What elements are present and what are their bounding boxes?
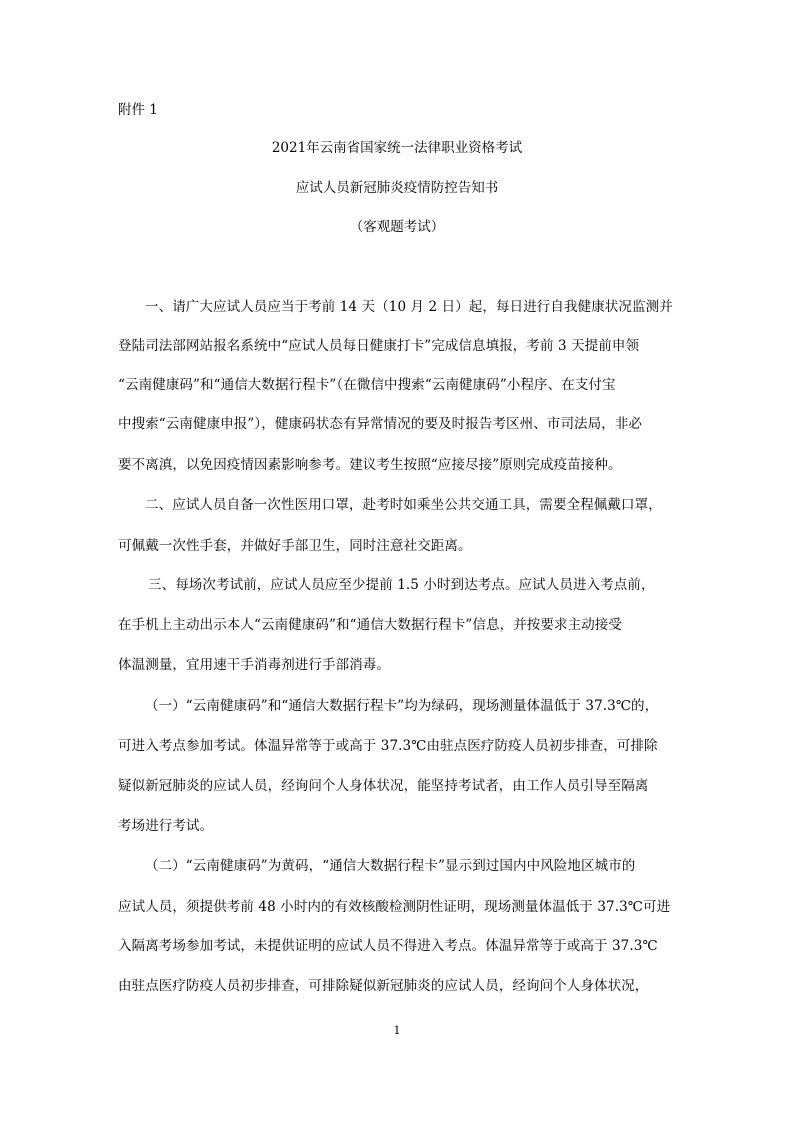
title-line-1: 2021年云南省国家统一法律职业资格考试 (271, 140, 523, 156)
text-line: 三、每场次考试前，应试人员应至少提前 1.5 小时到达考点。应试人员进入考点前， (148, 577, 655, 593)
page-number: 1 (393, 1024, 401, 1037)
text-line: 在手机上主动出示本人“云南健康码”和“通信大数据行程卡”信息，并按要求主动接受 (118, 617, 623, 633)
attachment-label: 附件 1 (118, 102, 158, 118)
text-line: 可佩戴一次性手套，并做好手部卫生，同时注意社交距离。 (118, 538, 472, 554)
text-line: 二、应试人员自备一次性医用口罩，赴考时如乘坐公共交通工具，需要全程佩戴口罩， (145, 497, 662, 513)
text-line: 体温测量，宜用速干手消毒剂进行手部消毒。 (118, 657, 390, 673)
text-line: “云南健康码”和“通信大数据行程卡”（在微信中搜索“云南健康码”小程序、在支付宝 (118, 377, 616, 393)
text-line: 由驻点医疗防疫人员初步排查，可排除疑似新冠肺炎的应试人员，经询问个人身体状况， (118, 978, 649, 994)
text-line: 考场进行考试。 (118, 818, 214, 834)
title-line-2: 应试人员新冠肺炎疫情防控告知书 (295, 180, 499, 196)
text-line: 可进入考点参加考试。体温异常等于或高于 37.3℃由驻点医疗防疫人员初步排查，可排除 (118, 738, 658, 754)
text-line: 要不离滇，以免因疫情因素影响参考。建议考生按照“应接尽接”原则完成疫苗接种。 (118, 457, 622, 473)
title-line-3: （客观题考试） (349, 219, 445, 235)
text-line: 中搜索“云南健康申报”），健康码状态有异常情况的要及时报告考区州、市司法局，非必 (118, 416, 643, 432)
text-line: 应试人员，须提供考前 48 小时内的有效核酸检测阴性证明，现场测量体温低于 37.3℃可进 (118, 899, 671, 915)
text-line: （二）“云南健康码”为黄码，“通信大数据行程卡”显示到过国内中风险地区城市的 (145, 858, 636, 874)
text-line: 入隔离考场参加考试，未提供证明的应试人员不得进入考点。体温异常等于或高于 37.3℃ (118, 938, 658, 954)
text-line: 登陆司法部网站报名系统中“应试人员每日健康打卡”完成信息填报，考前 3 天提前申领 (118, 338, 640, 354)
text-line: （一）“云南健康码”和“通信大数据行程卡”均为绿码，现场测量体温低于 37.3℃的， (145, 698, 659, 714)
text-line: 疑似新冠肺炎的应试人员，经询问个人身体状况，能坚持考试者，由工作人员引导至隔离 (118, 778, 649, 794)
text-line: 一、请广大应试人员应当于考前 14 天（10 月 2 日）起，每日进行自我健康状况监测并 (145, 299, 673, 315)
